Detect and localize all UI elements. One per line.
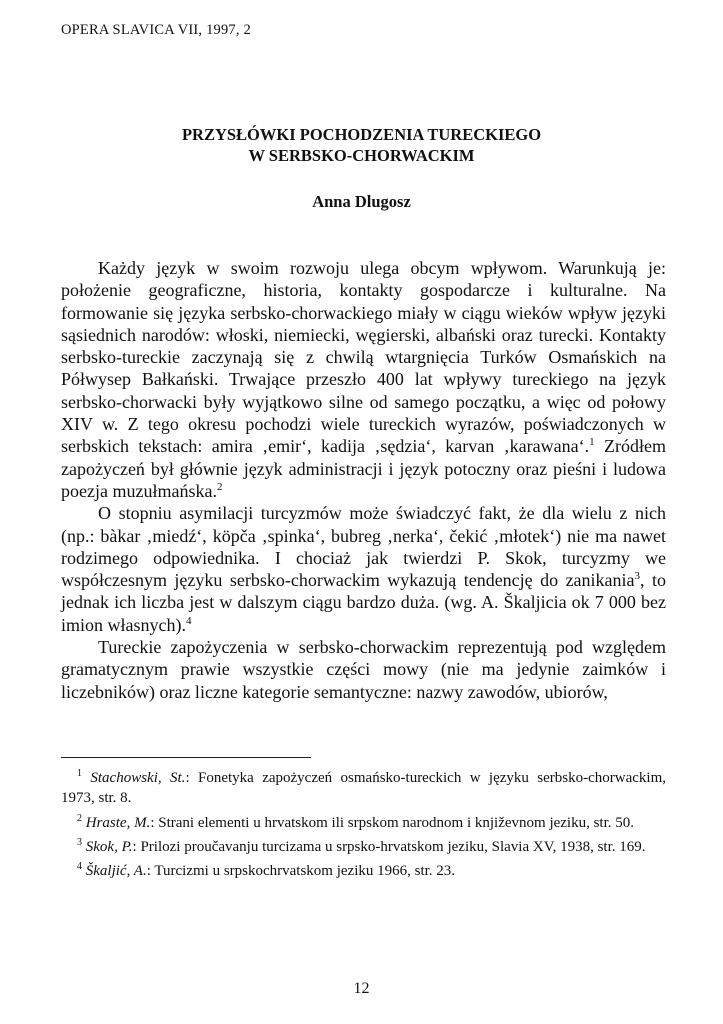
paragraph-2 xyxy=(61,502,666,636)
footnote-author: Skok, P. xyxy=(85,838,133,855)
footnote-4 xyxy=(61,861,666,881)
running-head: OPERA SLAVICA VII, 1997, 2 xyxy=(61,22,251,38)
author-name: Anna Dlugosz xyxy=(312,192,411,211)
paragraph-2-text-b: , to jednak ich liczba jest w dalszym ciągu bardzo duża. (wg. A. Škaljicia ok 7 000 bez imion własnych). xyxy=(61,570,666,635)
footnote-text: : Turcizmi u srpskochrvatskom jeziku 1966, str. 23. xyxy=(146,863,456,880)
footnote-2 xyxy=(61,813,666,833)
title-line-2: W SERBSKO-CHORWACKIM xyxy=(248,146,475,165)
footnotes xyxy=(61,768,666,885)
paragraph-1-text-a: Każdy język w swoim rozwoju ulega obcym wpływom. Warunkują je: położenie geograficzne, historia, kontakty gospodarcze i kulturalne. Na formowanie się języka serbsko-chorwackiego miały w ciągu wieków wpływ języki sąsiednich narodów: włoski, niemiecki, węgierski, albański oraz turecki. Kontakty serbsko-tureckie zaczynają się z chwilą wtargnięcia Turków Osmańskich na Półwysep Bałkański. Trwające przeszło 400 lat wpływy tureckiego na język serbsko-chorwacki były wyjątkowo silne od samego początku, a więc od połowy XIV w. Z tego okresu pochodzi wiele tureckich wyrazów, poświadczonych w serbskich tekstach: amira ‚emir‘, kadija ‚sędzia‘, karvan ‚karawana‘. xyxy=(61,258,666,457)
paragraph-1 xyxy=(61,257,666,502)
footnote-3 xyxy=(61,837,666,857)
paragraph-1-text-b: Zródłem zapożyczeń był głównie język administracji i język potoczny oraz pieśni i ludowa poezja muzułmańska. xyxy=(61,436,666,501)
footnote-divider xyxy=(61,757,311,758)
footnote-number: 1 xyxy=(77,768,82,779)
footnote-text: : Fonetyka zapożyczeń osmańsko-tureckich w języku serbsko-chorwackim, 1973, str. 8. xyxy=(61,770,666,807)
footnote-text: : Prilozi proučavanju turcizama u srpsko-hrvatskom jeziku, Slavia XV, 1938, str. 169. xyxy=(132,838,646,855)
footnote-author: Hraste, M. xyxy=(85,814,151,831)
footnote-1 xyxy=(61,768,666,809)
title-line-1: PRZYSŁÓWKI POCHODZENIA TURECKIEGO xyxy=(181,125,542,144)
article-body xyxy=(61,257,666,703)
footnote-ref-2[interactable]: 2 xyxy=(216,480,223,493)
footnote-number: 4 xyxy=(77,861,82,873)
footnote-text: : Strani elementi u hrvatskom ili srpskom narodnom i književnom jeziku, str. 50. xyxy=(150,814,635,831)
paragraph-3: Tureckie zapożyczenia w serbsko-chorwackim reprezentują pod względem gramatycznym prawie wszystkie części mowy (nie ma jedynie zaimków i liczebników) oraz liczne kategorie semantyczne: nazwy zawodów, ubiorów, xyxy=(61,637,666,702)
page-number: 12 xyxy=(353,980,370,997)
paragraph-2-text-a: O stopniu asymilacji turcyzmów może świadczyć fakt, że dla wielu z nich (np.: bàkar ‚miedź‘, köpča ‚spinka‘, bubreg ‚nerka‘, čekić ‚młotek‘) nie ma nawet rodzimego odpowiednika. I chociaż jak twierdzi P. Skok, turcyzmy we współczesnym języku serbsko-chorwackim wykazują tendencję do zanikania xyxy=(61,503,666,591)
footnote-author: Škaljić, A. xyxy=(85,863,147,880)
footnote-author: Stachowski, St. xyxy=(90,770,186,786)
article-title xyxy=(0,124,723,166)
footnote-ref-1[interactable]: 1 xyxy=(589,436,595,449)
footnote-ref-3[interactable]: 3 xyxy=(634,570,641,583)
footnote-number: 2 xyxy=(77,812,82,824)
footnote-number: 3 xyxy=(77,836,82,848)
footnote-ref-4[interactable]: 4 xyxy=(185,614,192,627)
